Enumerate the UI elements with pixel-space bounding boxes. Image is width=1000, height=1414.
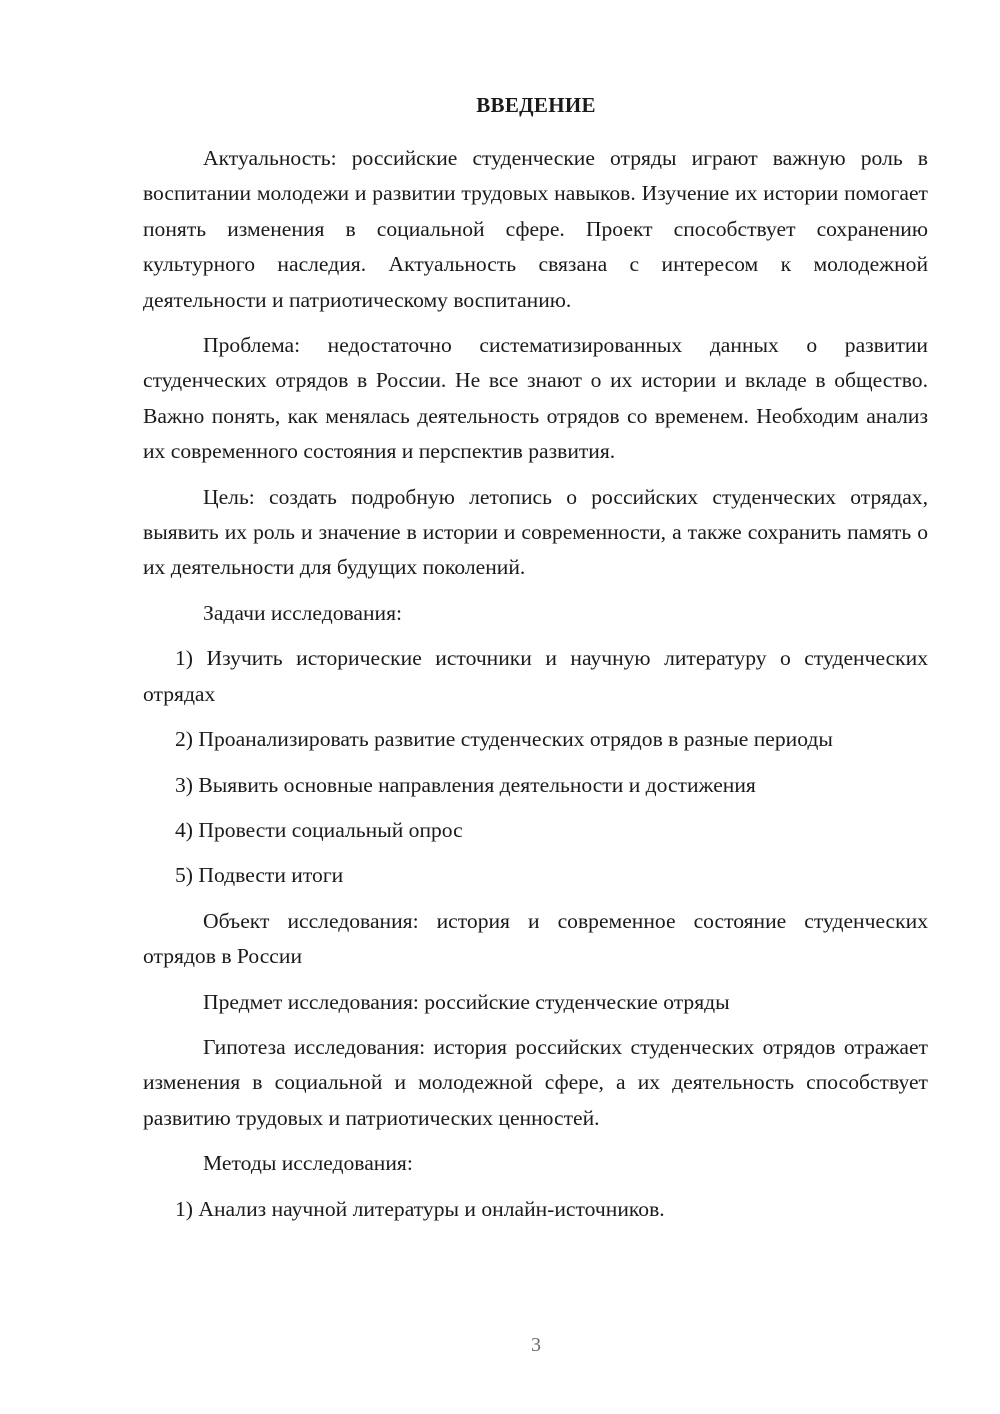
task-item: 3) Выявить основные направления деятельности и достижения (175, 772, 756, 797)
research-object: Объект исследования: история и современное состояние студенческих отрядов в России (143, 908, 928, 969)
page-number: 3 (531, 1334, 541, 1356)
task-item: 5) Подвести итоги (175, 863, 344, 888)
research-subject: Предмет исследования: российские студенческие отряды (203, 989, 730, 1014)
task-item: 2) Проанализировать развитие студенческих отрядов в разные периоды (175, 727, 833, 752)
section-title: ВВЕДЕНИЕ (476, 93, 596, 117)
task-item: 1) Изучить исторические источники и научную литературу о студенческих отрядах (143, 646, 928, 706)
methods-heading: Методы исследования: (203, 1151, 413, 1176)
method-item: 1) Анализ научной литературы и онлайн-источников. (175, 1196, 665, 1221)
research-hypothesis: Гипотеза исследования: история российских студенческих отрядов отражает изменения в социальной и молодежной сфере, а их деятельность способствует развитию трудовых и патриотических ценностей. (143, 1034, 928, 1130)
paragraph-relevance: Актуальность: российские студенческие отряды играют важную роль в воспитании молодежи и развитии трудовых навыков. Изучение их истории помогает понять изменения в социальной сфере. Проект способствует сохранению культурного наследия. Актуальность связана с интересом к молодежной деятельности и патриотическому воспитанию. (143, 146, 928, 312)
tasks-heading: Задачи исследования: (203, 600, 403, 625)
paragraph-problem: Проблема: недостаточно систематизированных данных о развитии студенческих отрядов в России. Не все знают о их истории и вкладе в общество. Важно понять, как менялась деятельность отрядов со временем. Необходим анализ их современного состояния и перспектив развития. (143, 333, 928, 464)
document-body (143, 141, 928, 1237)
task-item: 4) Провести социальный опрос (175, 817, 463, 842)
paragraph-goal: Цель: создать подробную летопись о российских студенческих отрядах, выявить их роль и значение в истории и современности, а также сохранить память о их деятельности для будущих поколений. (143, 484, 928, 580)
